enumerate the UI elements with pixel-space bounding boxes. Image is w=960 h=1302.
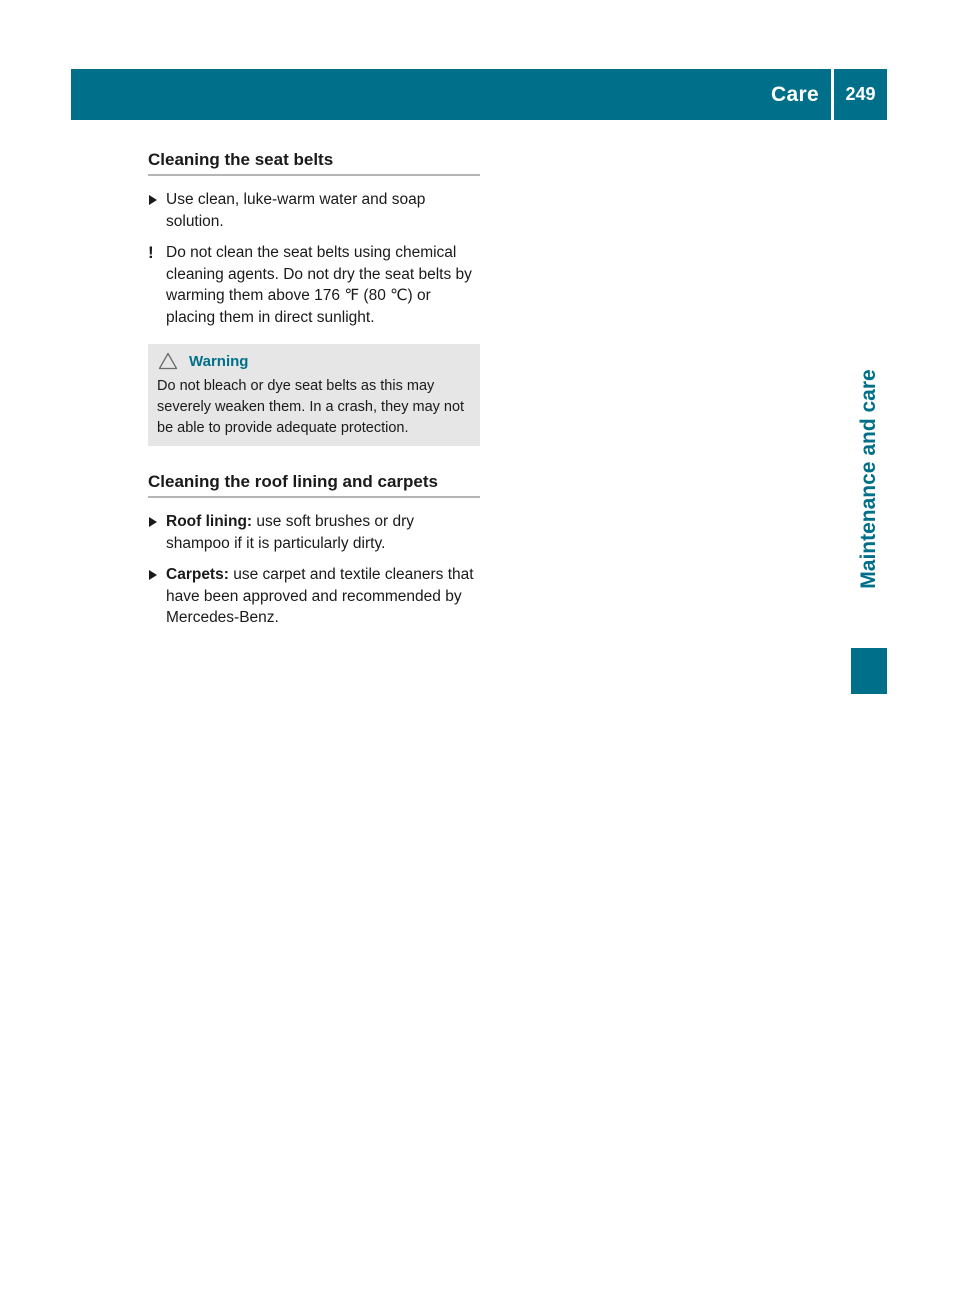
side-chapter-tab [851,320,887,638]
warning-label: Warning [189,352,249,370]
step-text: use carpet and textile cleaners that have been approved and recommended by Mercedes-Benz. [166,566,474,626]
triangle-right-icon [149,517,157,527]
header-section-title: Care [771,83,819,106]
step-item [148,564,480,629]
step-text: use soft brushes or dry shampoo if it is particularly dirty. [166,513,415,552]
side-chapter-label: Maintenance and care [857,369,880,589]
caution-note-text: Do not clean the seat belts using chemical cleaning agents. Do not dry the seat belts by warming them above 176 ℉ (80 ℃) or placing them in direct sunlight. [166,244,472,326]
triangle-right-icon [149,570,157,580]
side-tab-marker [851,648,887,694]
warning-header [157,350,470,372]
step-item [148,511,480,554]
step-text: Use clean, luke-warm water and soap solution. [166,191,426,230]
step-label: Roof lining: [166,513,253,530]
warning-triangle-icon [158,352,178,370]
step-item [148,189,480,232]
warning-box [148,344,480,446]
exclamation-icon: ! [148,243,154,262]
triangle-right-icon [149,195,157,205]
section-title-roof-lining: Cleaning the roof lining and carpets [148,472,480,498]
step-label: Carpets: [166,566,229,583]
main-content [148,150,480,639]
section-title-seat-belts: Cleaning the seat belts [148,150,480,176]
page-number: 249 [845,84,876,104]
caution-note [148,242,480,328]
warning-text: Do not bleach or dye seat belts as this may severely weaken them. In a crash, they may not be able to provide adequate protection. [157,378,465,436]
